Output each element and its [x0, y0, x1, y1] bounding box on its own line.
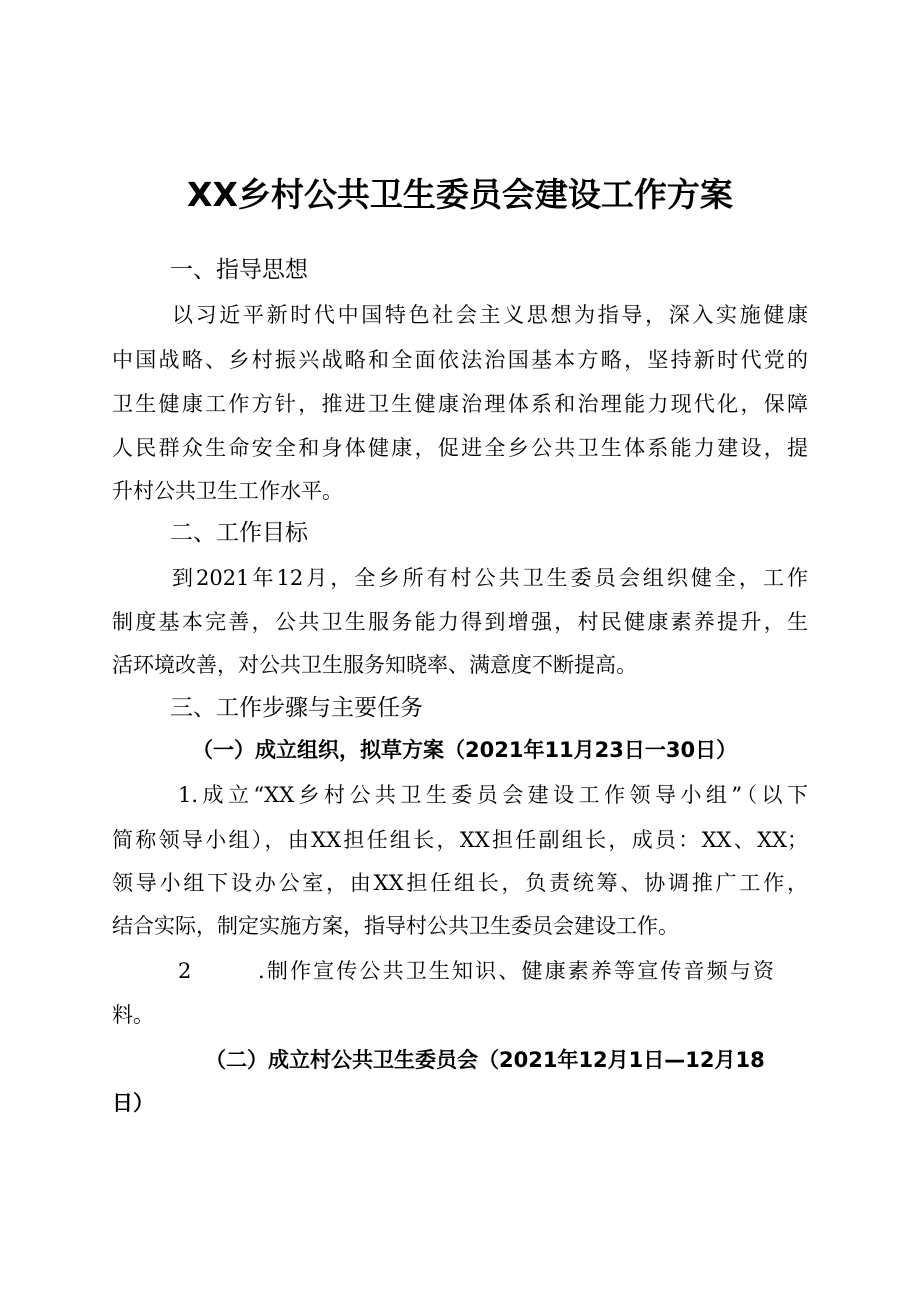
section-heading-work-steps: 三、工作步骤与主要任务	[170, 695, 423, 721]
paragraph-line: 1.成立“XX乡村公共卫生委员会建设工作领导小组”（以下	[178, 783, 808, 807]
paragraph-line: 制度基本完善，公共卫生服务能力得到增强，村民健康素养提升，生	[112, 610, 808, 634]
subsection-heading-2: （二）成立村公共卫生委员会（2021年12月1日—12月18	[205, 1048, 765, 1072]
paragraph-line: 卫生健康工作方针，推进卫生健康治理体系和治理能力现代化，保障	[112, 392, 808, 416]
paragraph-line: 人民群众生命安全和身体健康，促进全乡公共卫生体系能力建设，提	[112, 436, 808, 460]
list-item-number: 2	[178, 959, 192, 983]
paragraph-line: 简称领导小组），由XX担任组长，XX担任副组长，成员：XX、XX；	[112, 828, 808, 852]
section-heading-work-goals: 二、工作目标	[170, 520, 308, 546]
paragraph-line: 到2021年12月，全乡所有村公共卫生委员会组织健全，工作	[172, 566, 808, 590]
section-heading-guiding-ideology: 一、指导思想	[170, 257, 308, 283]
paragraph-line: 升村公共卫生工作水平。	[112, 479, 343, 503]
paragraph-line: 料。	[112, 1003, 154, 1027]
paragraph-line: 结合实际，制定实施方案，指导村公共卫生委员会建设工作。	[112, 914, 679, 938]
document-title: XX乡村公共卫生委员会建设工作方案	[187, 175, 733, 214]
paragraph-line: 中国战略、乡村振兴战略和全面依法治国基本方略，坚持新时代党的	[112, 348, 808, 372]
subsection-heading-2-cont: 日）	[112, 1091, 154, 1115]
paragraph-line: 领导小组下设办公室，由XX担任组长，负责统筹、协调推广工作，	[112, 871, 808, 895]
subsection-heading-1: （一）成立组织，拟草方案（2021年11月23日一30日）	[192, 738, 738, 762]
paragraph-line: 活环境改善，对公共卫生服务知晓率、满意度不断提高。	[112, 653, 637, 677]
paragraph-line: 以习近平新时代中国特色社会主义思想为指导，深入实施健康	[172, 303, 808, 327]
paragraph-line: .制作宣传公共卫生知识、健康素养等宣传音频与资	[258, 959, 774, 983]
